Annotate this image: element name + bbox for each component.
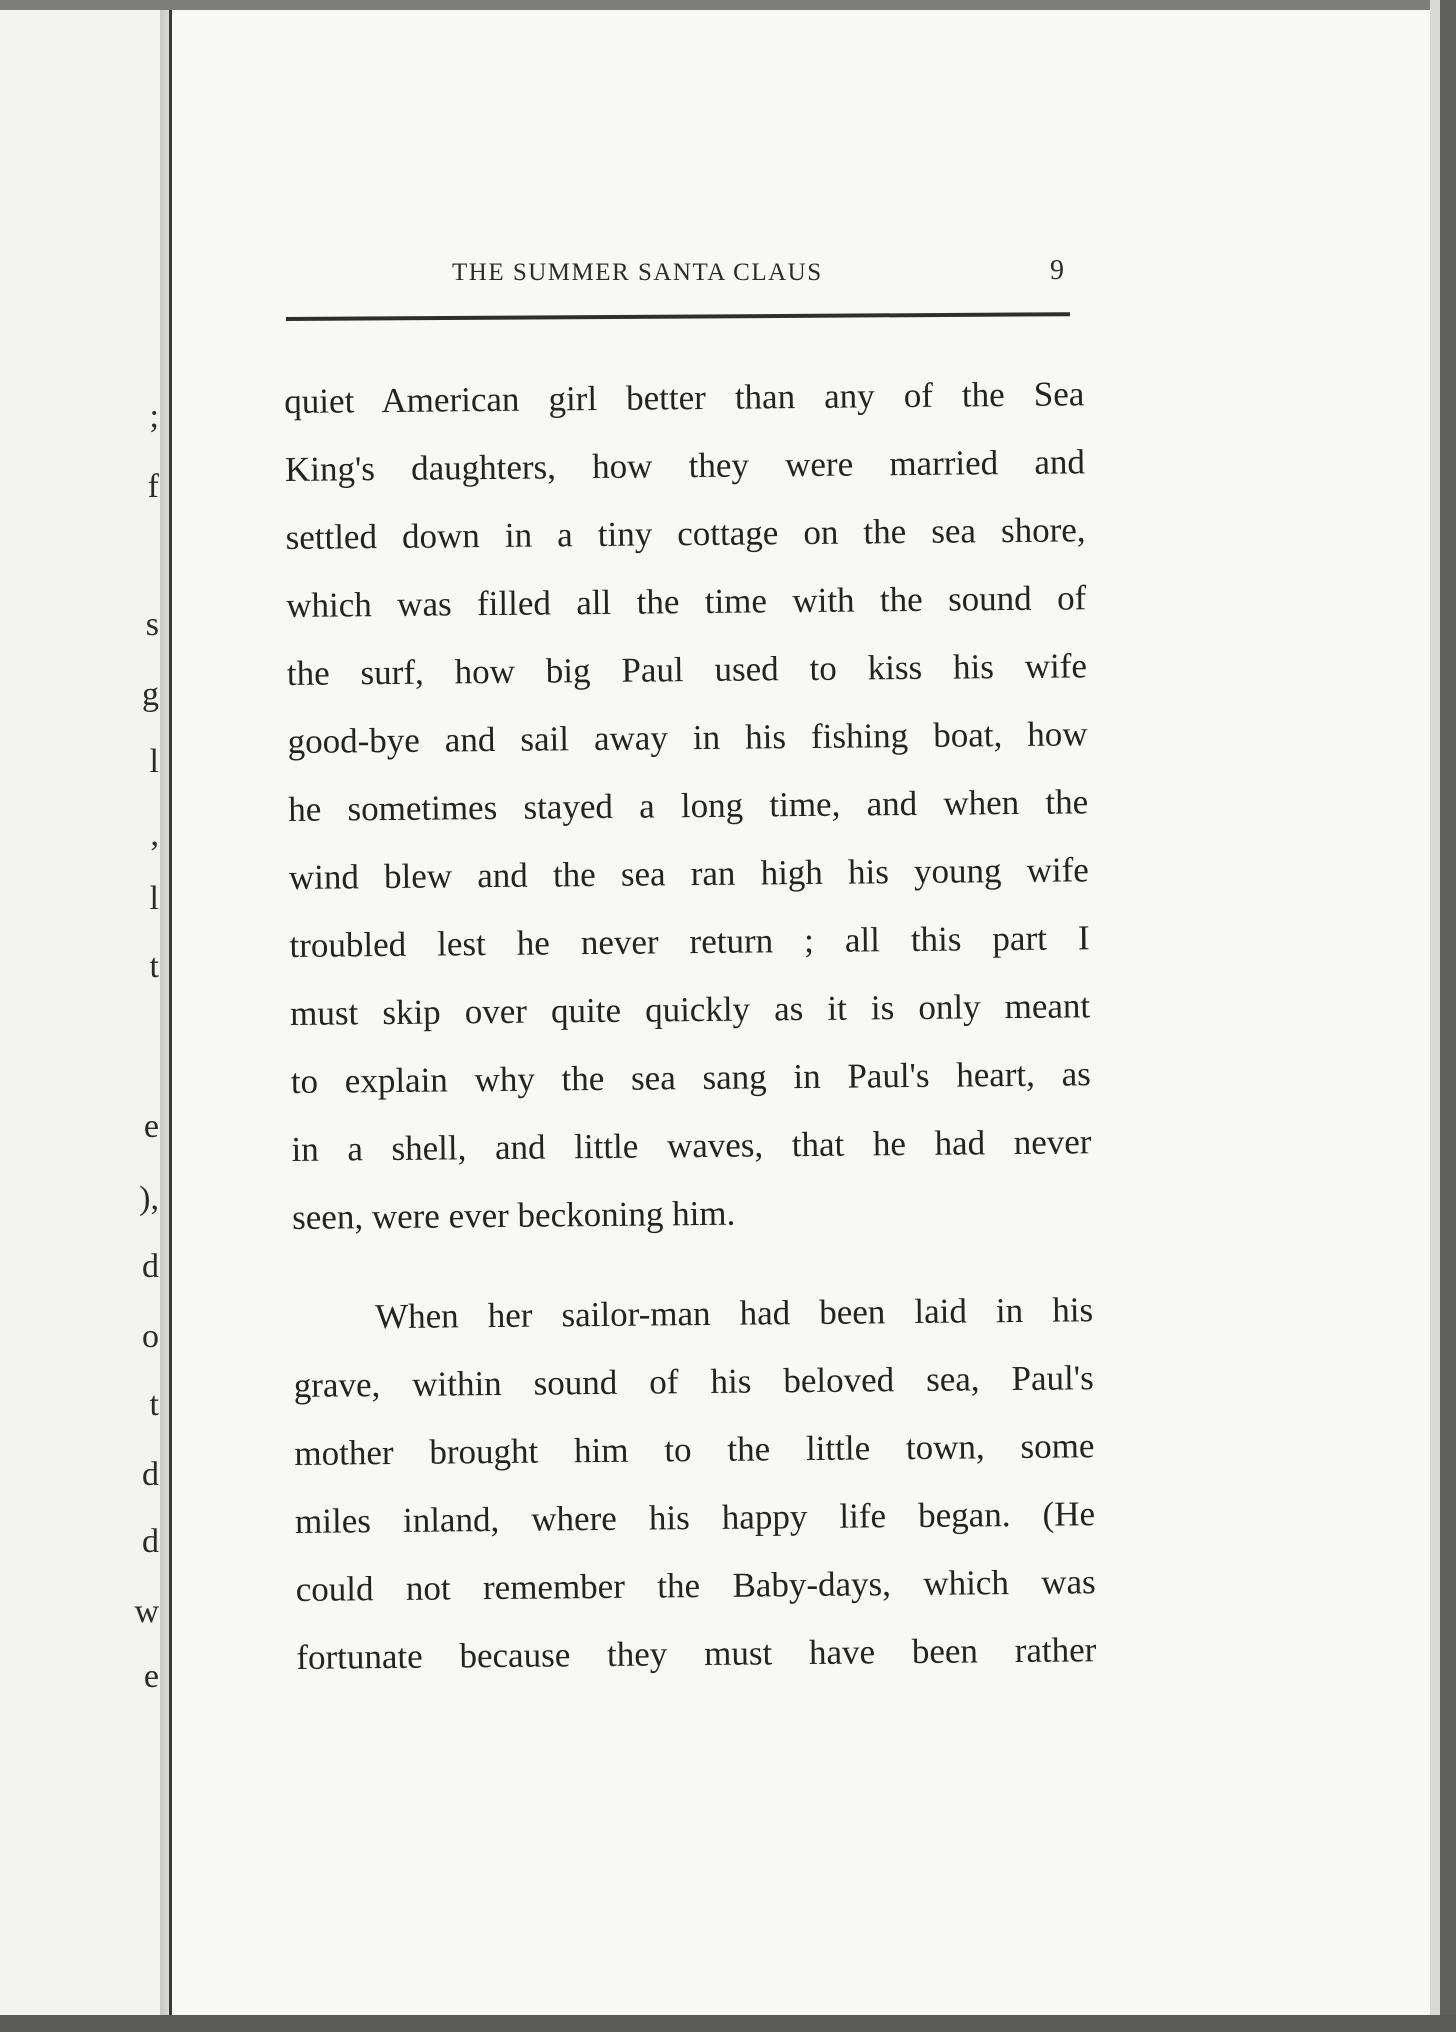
page-edge-dark bbox=[1440, 0, 1456, 2032]
text-line: miles inland, where his happy life began. (He bbox=[294, 1494, 1096, 1541]
paragraph bbox=[293, 1276, 1097, 1692]
paragraph bbox=[284, 360, 1092, 1252]
text-line: in a shell, and little waves, that he had never bbox=[291, 1122, 1092, 1169]
left-margin-char: ), bbox=[139, 1180, 159, 1217]
left-margin-char: e bbox=[143, 1108, 159, 1145]
left-margin-char: t bbox=[149, 1386, 159, 1423]
text-line: seen, were ever beckoning him. bbox=[291, 1193, 736, 1237]
text-line: quiet American girl better than any of the Sea bbox=[284, 374, 1085, 421]
text-line: mother brought him to the little town, some bbox=[294, 1426, 1095, 1473]
text-line: wind blew and the sea ran high his young wife bbox=[288, 850, 1090, 897]
text-line: good-bye and sail away in his fishing boat, how bbox=[287, 714, 1088, 761]
text-line: which was filled all the time with the sound of bbox=[286, 578, 1087, 625]
bottom-edge bbox=[0, 2015, 1456, 2032]
left-margin-char: d bbox=[142, 1523, 159, 1560]
running-header bbox=[282, 255, 1062, 295]
text-line: the surf, how big Paul used to kiss his wife bbox=[286, 646, 1088, 693]
left-margin-char: d bbox=[142, 1456, 159, 1493]
left-margin-char: ; bbox=[149, 398, 159, 435]
page-number: 9 bbox=[1050, 255, 1064, 286]
body-text bbox=[284, 360, 1097, 1692]
left-margin-char: g bbox=[142, 676, 159, 713]
text-line: troubled lest he never return ; all this part I bbox=[289, 918, 1090, 965]
left-margin-char: o bbox=[142, 1318, 159, 1355]
left-margin-char: e bbox=[143, 1658, 159, 1695]
left-page-fragment bbox=[0, 10, 172, 2015]
left-margin-char: d bbox=[142, 1248, 159, 1285]
text-line: settled down in a tiny cottage on the sea shore, bbox=[285, 510, 1086, 557]
text-line: to explain why the sea sang in Paul's heart, as bbox=[290, 1054, 1091, 1101]
text-line: he sometimes stayed a long time, and when the bbox=[288, 782, 1089, 829]
left-margin-char: , bbox=[150, 816, 159, 853]
left-margin-char: s bbox=[145, 606, 159, 643]
text-line: must skip over quite quickly as it is only meant bbox=[290, 986, 1091, 1033]
text-line: grave, within sound of his beloved sea, Paul's bbox=[293, 1358, 1094, 1405]
left-margin-char: w bbox=[134, 1593, 159, 1630]
left-margin-char: f bbox=[147, 468, 159, 505]
page-edge bbox=[1430, 0, 1440, 2032]
text-line: could not remember the Baby-days, which was bbox=[295, 1562, 1096, 1609]
text-line: fortunate because they must have been rather bbox=[296, 1630, 1097, 1677]
left-margin-char: l bbox=[149, 743, 159, 780]
running-title: THE SUMMER SANTA CLAUS bbox=[452, 259, 823, 286]
text-line: King's daughters, how they were married and bbox=[284, 442, 1086, 489]
text-line: When her sailor-man had been laid in his bbox=[374, 1290, 1094, 1337]
left-margin-char: t bbox=[149, 948, 159, 985]
left-margin-char: l bbox=[149, 880, 159, 917]
